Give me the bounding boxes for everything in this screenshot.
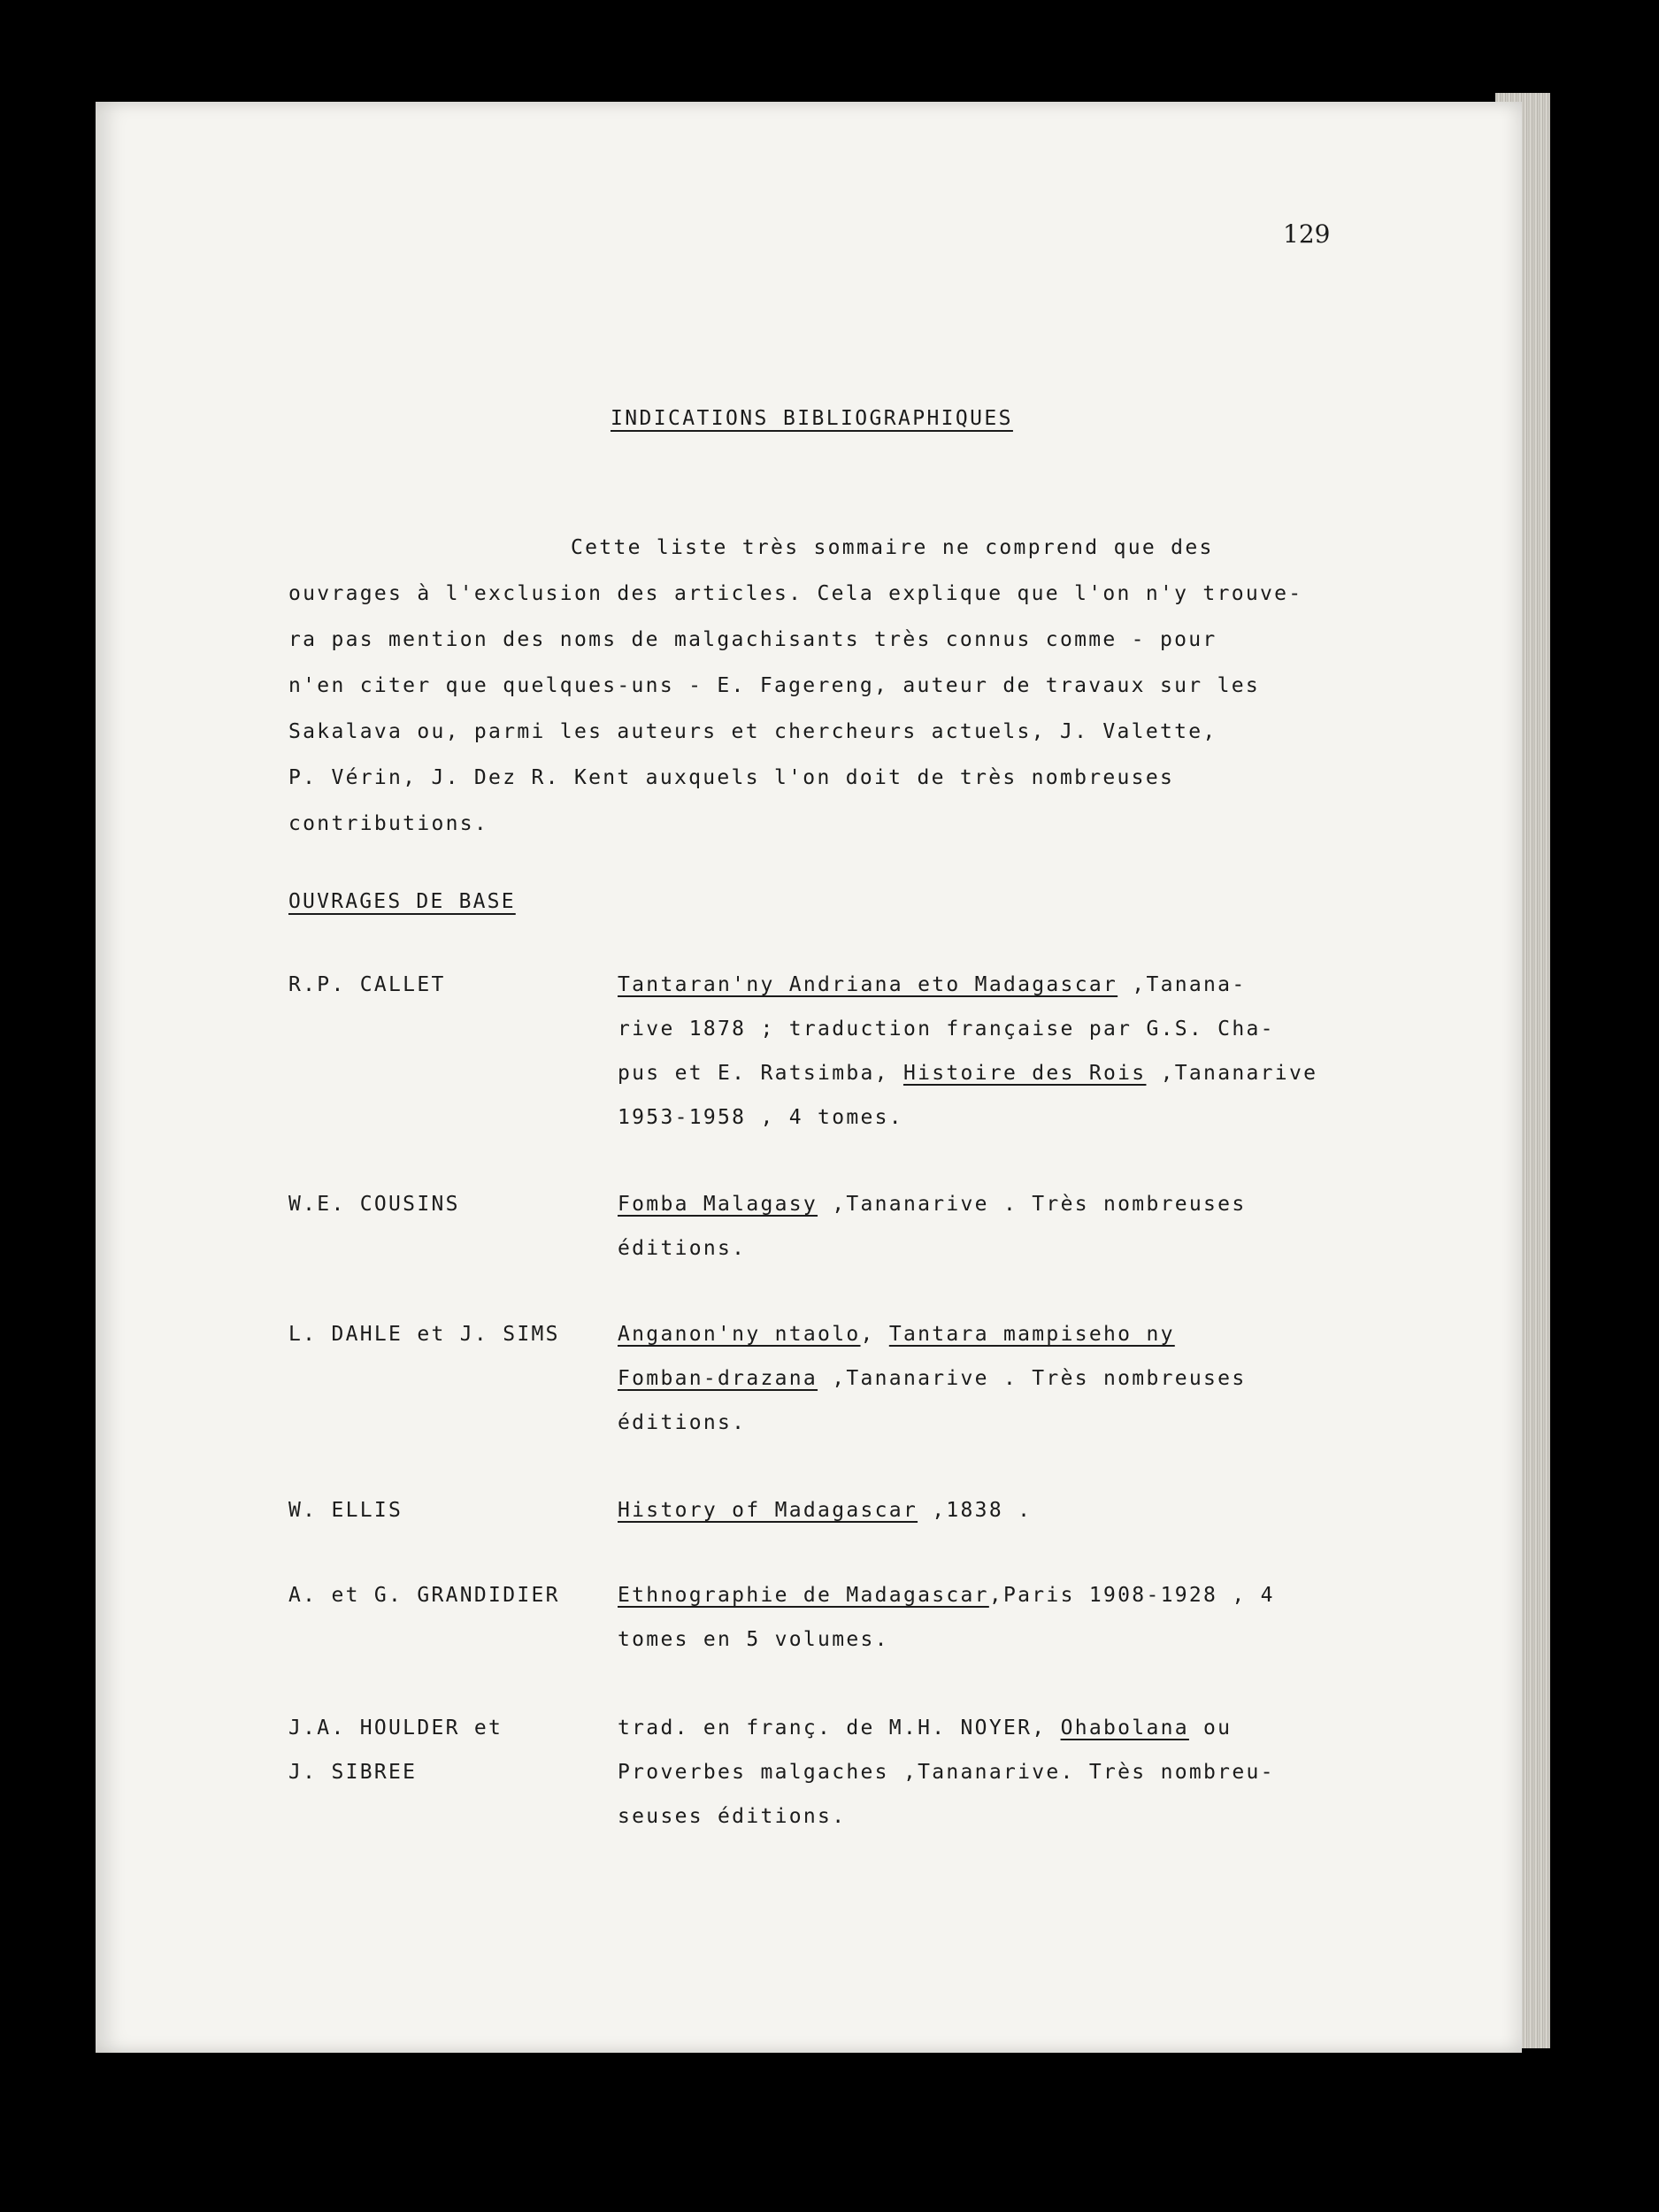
entry-work-line bbox=[618, 1194, 1246, 1215]
work-title: Ohabolana bbox=[1060, 1717, 1189, 1740]
work-text: ,Tananarive . Très nombreuses bbox=[818, 1367, 1247, 1390]
work-title: Anganon'ny ntaolo bbox=[618, 1323, 861, 1346]
work-title: History of Madagascar bbox=[618, 1499, 918, 1522]
work-title: Fomban-drazana bbox=[618, 1367, 818, 1390]
work-text: ,Paris 1908-1928 , 4 bbox=[988, 1584, 1275, 1607]
work-text: pus et E. Ratsimba, bbox=[618, 1062, 903, 1085]
work-text: rive 1878 ; traduction française par G.S. Cha- bbox=[618, 1018, 1275, 1041]
section-heading: OUVRAGES DE BASE bbox=[288, 890, 516, 913]
entry-work-line bbox=[618, 1064, 1317, 1084]
work-text: seuses éditions. bbox=[618, 1805, 847, 1828]
work-text: , bbox=[860, 1323, 889, 1346]
entry-work-line bbox=[618, 1019, 1275, 1040]
intro-line: contributions. bbox=[288, 812, 489, 835]
work-text: ,Tanana- bbox=[1118, 973, 1247, 996]
work-text: éditions. bbox=[618, 1411, 747, 1434]
entry-work-line bbox=[618, 1807, 846, 1827]
entry-work-line bbox=[618, 1586, 1275, 1606]
entry-work-line bbox=[618, 1108, 903, 1128]
work-text: trad. en franç. de M.H. NOYER, bbox=[618, 1717, 1061, 1740]
page-title: INDICATIONS BIBLIOGRAPHIQUES bbox=[611, 407, 1013, 430]
intro-line: Cette liste très sommaire ne comprend que des bbox=[571, 536, 1214, 559]
entry-work-line bbox=[618, 1763, 1275, 1783]
entry-work-line bbox=[618, 1630, 889, 1650]
work-text: ,Tananarive . Très nombreuses bbox=[818, 1193, 1247, 1216]
entry-work-line bbox=[618, 975, 1246, 995]
entry-author: W. ELLIS bbox=[288, 1499, 403, 1522]
entry-author: W.E. COUSINS bbox=[288, 1193, 460, 1216]
entry-work-line bbox=[618, 1413, 746, 1433]
entry-author: R.P. CALLET bbox=[288, 973, 446, 996]
entry-work-line bbox=[618, 1239, 746, 1259]
work-text: ,1838 . bbox=[918, 1499, 1033, 1522]
intro-line: n'en citer que quelques-uns - E. Fagereng, auteur de travaux sur les bbox=[288, 674, 1261, 697]
work-title: Tantaran'ny Andriana eto Madagascar bbox=[618, 973, 1118, 996]
intro-line: Sakalava ou, parmi les auteurs et chercheurs actuels, J. Valette, bbox=[288, 720, 1217, 743]
entry-author: J. SIBREE bbox=[288, 1761, 418, 1784]
intro-line: P. Vérin, J. Dez R. Kent auxquels l'on doit de très nombreuses bbox=[288, 766, 1175, 789]
entry-work-line bbox=[618, 1718, 1232, 1739]
page-number: 129 bbox=[1283, 219, 1331, 249]
entry-work-line bbox=[618, 1501, 1032, 1521]
entry-work-line bbox=[618, 1325, 1175, 1345]
work-text: ou bbox=[1188, 1717, 1233, 1740]
entry-work-line bbox=[618, 1369, 1246, 1389]
work-text: éditions. bbox=[618, 1237, 747, 1260]
intro-line: ra pas mention des noms de malgachisants très connus comme - pour bbox=[288, 628, 1217, 651]
work-text: ,Tananarive bbox=[1146, 1062, 1318, 1085]
entry-author: L. DAHLE et J. SIMS bbox=[288, 1323, 560, 1346]
work-title: Histoire des Rois bbox=[902, 1062, 1147, 1085]
work-text: 1953-1958 , 4 tomes. bbox=[618, 1106, 903, 1129]
work-text: Proverbes malgaches ,Tananarive. Très nombreu- bbox=[618, 1761, 1275, 1784]
intro-line: ouvrages à l'exclusion des articles. Cela explique que l'on n'y trouve- bbox=[288, 582, 1303, 605]
work-text: tomes en 5 volumes. bbox=[618, 1628, 889, 1651]
work-title: Fomba Malagasy bbox=[618, 1193, 818, 1216]
work-title: Tantara mampiseho ny bbox=[888, 1323, 1175, 1346]
work-title: Ethnographie de Madagascar bbox=[618, 1584, 989, 1607]
entry-author: A. et G. GRANDIDIER bbox=[288, 1584, 560, 1607]
entry-author: J.A. HOULDER et bbox=[288, 1717, 503, 1740]
